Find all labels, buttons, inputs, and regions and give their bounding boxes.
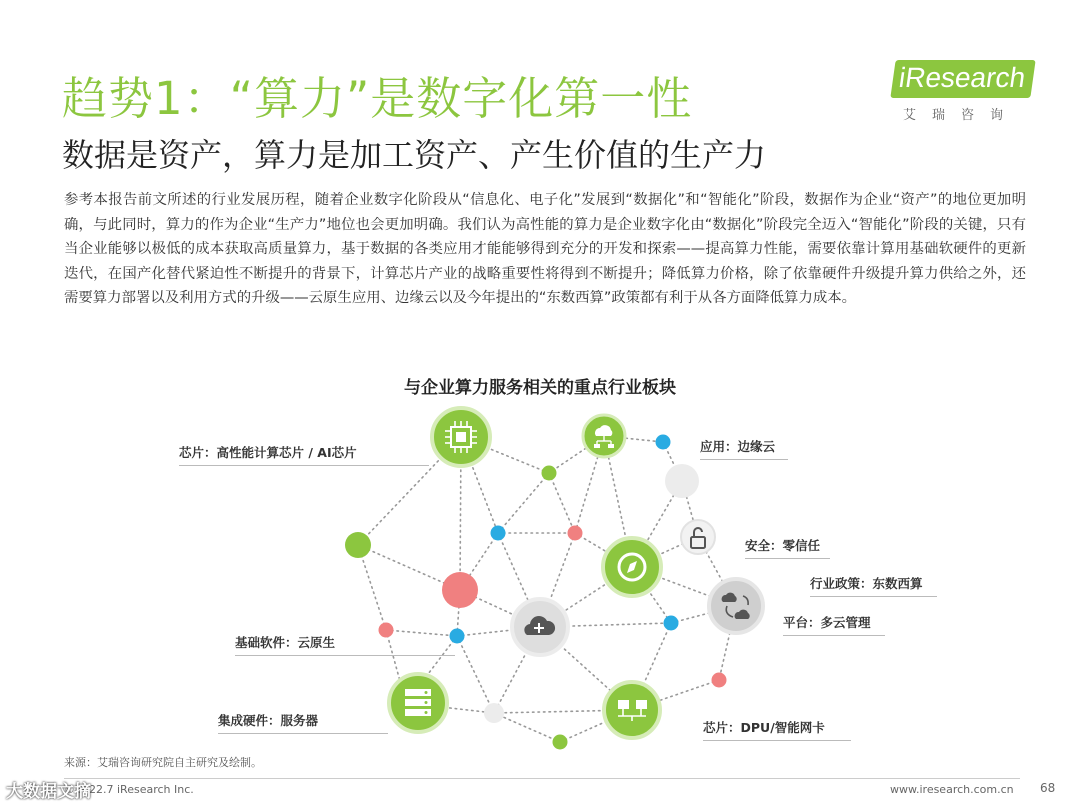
network-card-icon <box>604 682 660 738</box>
footer-copyright: ©2022.7 iResearch Inc. <box>64 783 194 796</box>
node-small-red <box>568 526 583 541</box>
logo-wordmark: iResearch <box>890 60 1035 98</box>
node-small-green <box>542 466 557 481</box>
node-green <box>345 532 371 558</box>
page-title: 趋势1：“算力”是数字化第一性 <box>62 72 693 125</box>
label-security: 安全：零信任 <box>745 538 821 553</box>
cloud-network-icon <box>583 415 625 457</box>
label-policy: 行业政策：东数西算 <box>810 576 923 591</box>
node-small-green <box>553 735 568 750</box>
source-note: 来源：艾瑞咨询研究院自主研究及绘制。 <box>64 756 262 769</box>
compass-icon <box>603 538 661 596</box>
chip-icon <box>432 408 490 466</box>
footer-divider <box>64 778 1020 779</box>
node-small-blue <box>491 526 506 541</box>
node-small-blue <box>450 629 465 644</box>
page-subtitle: 数据是资产，算力是加工资产、产生价值的生产力 <box>62 136 767 174</box>
page-number: 68 <box>1040 781 1056 795</box>
label-platform: 平台：多云管理 <box>783 615 871 630</box>
node-grey-small <box>484 703 504 723</box>
watermark: 大数据文摘 <box>6 782 91 802</box>
label-chip-dpu: 芯片：DPU/智能网卡 <box>703 720 825 735</box>
logo-subtext: 艾瑞咨询 <box>903 108 1020 123</box>
label-chip-hpc: 芯片：高性能计算芯片 / AI芯片 <box>179 445 357 460</box>
node-small-blue <box>656 435 671 450</box>
node-grey <box>665 464 699 498</box>
footer-url[interactable]: www.iresearch.com.cn <box>890 783 1014 796</box>
node-small-red <box>712 673 727 688</box>
node-red-large <box>442 572 478 608</box>
label-hardware: 集成硬件：服务器 <box>218 713 319 728</box>
multi-cloud-icon <box>709 579 763 633</box>
label-app-edge: 应用：边缘云 <box>700 439 776 454</box>
server-icon <box>389 674 447 732</box>
node-small-red <box>379 623 394 638</box>
diagram-title: 与企业算力服务相关的重点行业板块 <box>404 378 676 398</box>
lock-icon <box>681 520 715 554</box>
node-small-blue <box>664 616 679 631</box>
cloud-plus-icon <box>512 599 568 655</box>
label-base-software: 基础软件：云原生 <box>235 635 336 650</box>
body-paragraph: 参考本报告前文所述的行业发展历程，随着企业数字化阶段从“信息化、电子化”发展到“数据化”和“智能化”阶段，数据作为企业“资产”的地位更加明确，与此同时，算力的作为企业“生产力”地位也会更加明确。我们认为高性能的算力是企业数字化由“数据化”阶段完全迈入“智能化”阶段的关键，只有当企业能够以极低的成本获取高质量算力，基于数据的各类应用才能能够得到充分的开发和探索——提高算力性能，需要依靠计算用基础软硬件的更新迭代，在国产化替代紧迫性不断提升的背景下，计算芯片产业的战略重要性将得到不断提升；降低算力价格，除了依靠硬件升级提升算力供给之外，还需要算力部署以及利用方式的升级——云原生应用、边缘云以及今年提出的“东数西算”政策都有利于从各方面降低算力成本。 <box>64 192 1026 307</box>
